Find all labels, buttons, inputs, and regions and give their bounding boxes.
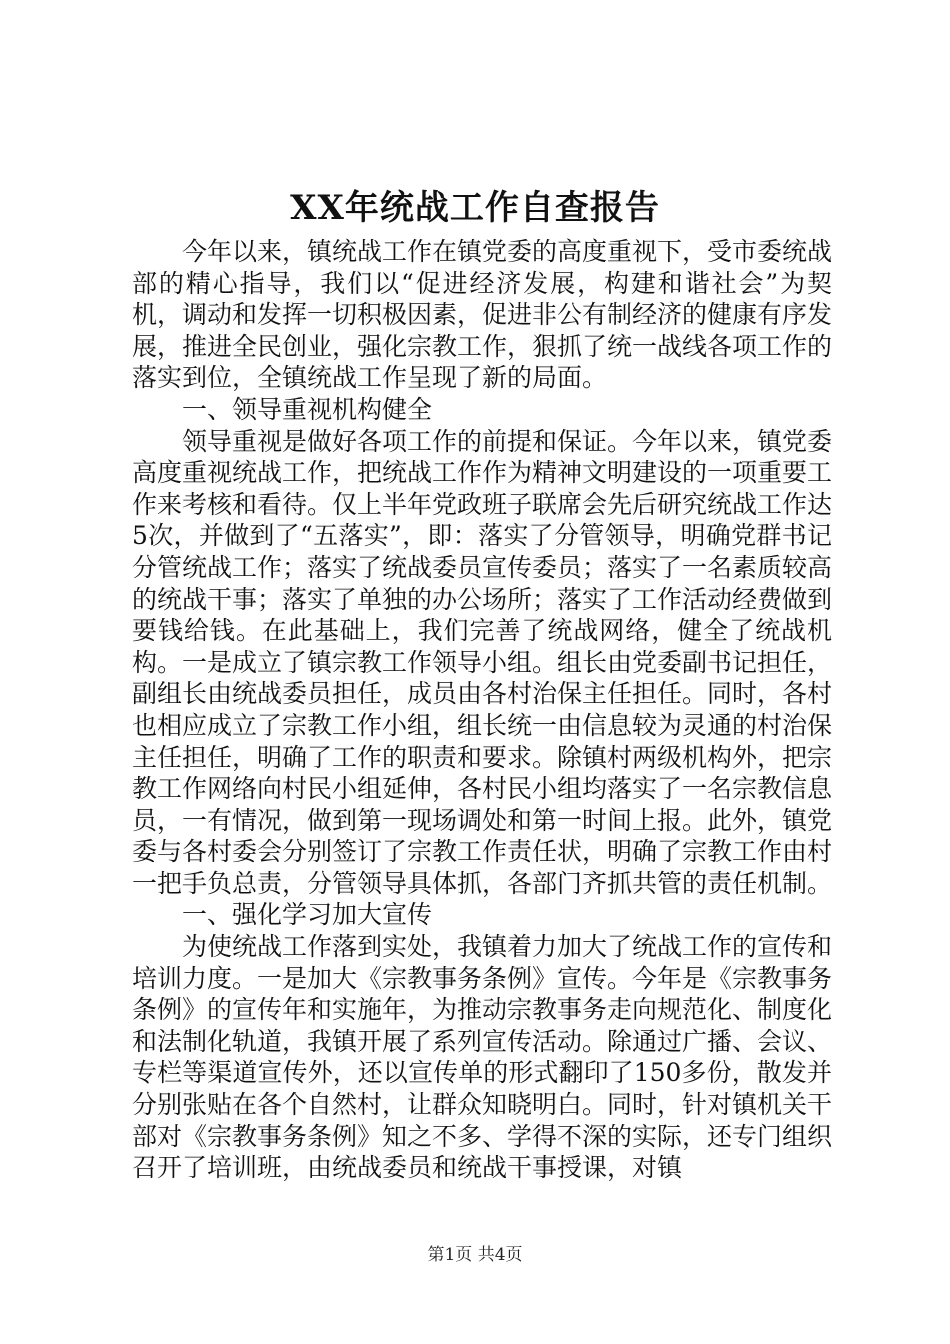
document-title: XX年统战工作自查报告 [290,188,660,228]
study-paragraph: 为使统战工作落到实处，我镇着力加大了统战工作的宣传和培训力度。一是加大《宗教事务条例》宣传。今年是《宗教事务条例》的宣传年和实施年，为推动宗教事务走向规范化、制度化和法制化轨道，我镇开展了系列宣传活动。除通过广播、会议、专栏等渠道宣传外，还以宣传单的形式翻印了150多份，散发并分别张贴在各个自然村，让群众知晓明白。同时，针对镇机关干部对《宗教事务条例》知之不多、学得不深的实际，还专门组织召开了培训班，由统战委员和统战干事授课，对镇 [132,932,833,1183]
section-heading-study: 一、强化学习加大宣传 [182,900,433,930]
leadership-paragraph: 领导重视是做好各项工作的前提和保证。今年以来，镇党委高度重视统战工作，把统战工作作为精神文明建设的一项重要工作来考核和看待。仅上半年党政班子联席会先后研究统战工作达5次，并做到了“五落实”，即：落实了分管领导，明确党群书记分管统战工作；落实了统战委员宣传委员；落实了一名素质较高的统战干事；落实了单独的办公场所；落实了工作活动经费做到要钱给钱。在此基础上，我们完善了统战网络，健全了统战机构。一是成立了镇宗教工作领导小组。组长由党委副书记担任，副组长由统战委员担任，成员由各村治保主任担任。同时，各村也相应成立了宗教工作小组，组长统一由信息较为灵通的村治保主任担任，明确了工作的职责和要求。除镇村两级机构外，把宗教工作网络向村民小组延伸，各村民小组均落实了一名宗教信息员，一有情况，做到第一现场调处和第一时间上报。此外，镇党委与各村委会分别签订了宗教工作责任状，明确了宗教工作由村一把手负总责，分管领导具体抓，各部门齐抓共管的责任机制。 [132,426,833,898]
intro-paragraph: 今年以来，镇统战工作在镇党委的高度重视下，受市委统战部的精心指导，我们以“促进经济发展，构建和谐社会”为契机，调动和发挥一切积极因素，促进非公有制经济的健康有序发展，推进全民创业，强化宗教工作，狠抓了统一战线各项工作的落实到位，全镇统战工作呈现了新的局面。 [132,237,833,393]
section-heading-leadership: 一、领导重视机构健全 [182,394,433,424]
document-body [132,236,832,1184]
page-footer: 第1页 共4页 [427,1245,523,1265]
